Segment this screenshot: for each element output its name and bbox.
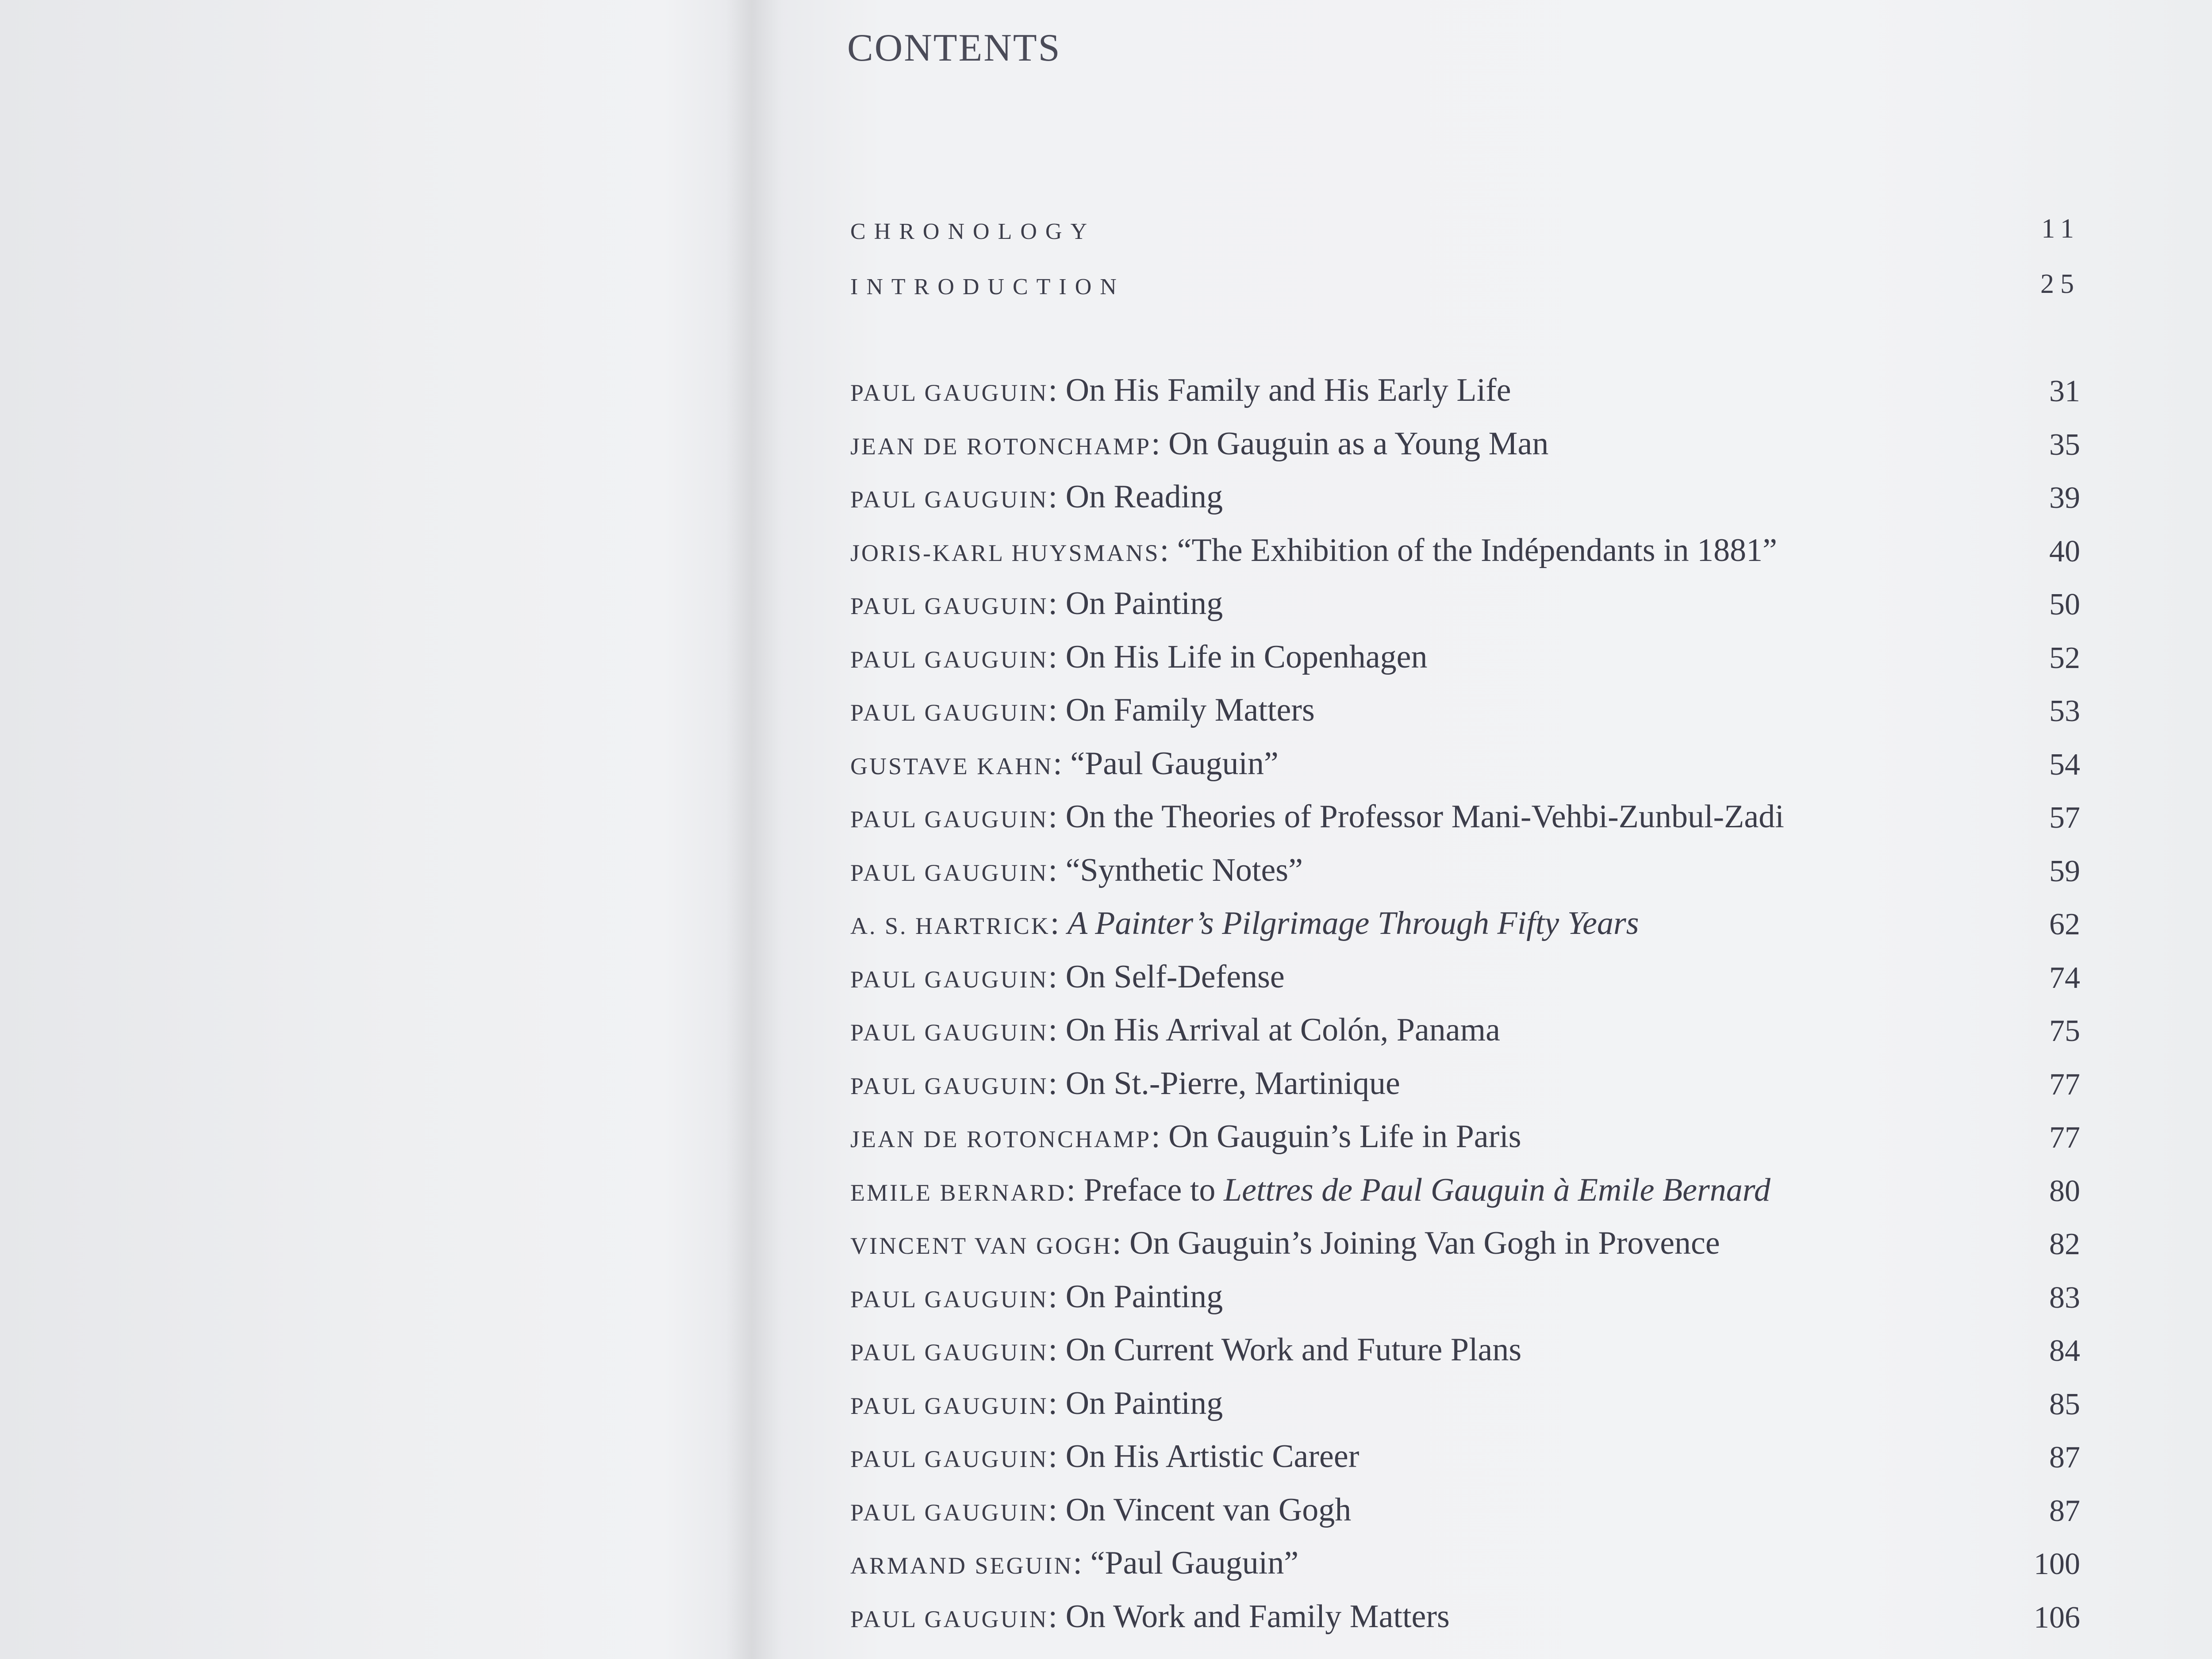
entry-separator: : xyxy=(1073,1545,1091,1581)
entry-separator: : xyxy=(1048,639,1066,675)
toc-entry-row xyxy=(850,952,2080,1001)
entry-work: “Synthetic Notes” xyxy=(1065,852,1303,888)
entry-work: A Painter’s Pilgrimage Through Fifty Years xyxy=(1067,905,1639,941)
entry-title xyxy=(850,798,1784,836)
page-number: 31 xyxy=(2049,374,2080,408)
entry-work: On Gauguin’s Life in Paris xyxy=(1168,1118,1521,1155)
entry-separator: : xyxy=(1048,799,1066,835)
entry-author: JEAN DE ROTONCHAMP xyxy=(850,1126,1152,1152)
page-number: 80 xyxy=(2049,1174,2080,1208)
page-number: 100 xyxy=(2034,1547,2080,1581)
entry-separator: : xyxy=(1048,1065,1066,1102)
entry-author: PAUL GAUGUIN xyxy=(850,646,1048,673)
toc-entry-row xyxy=(850,1539,2080,1587)
entry-work: “Paul Gauguin” xyxy=(1090,1545,1299,1581)
entry-work: On St.-Pierre, Martinique xyxy=(1065,1065,1400,1102)
entry-separator: : xyxy=(1048,1598,1066,1635)
entry-work: On His Artistic Career xyxy=(1065,1438,1359,1475)
toc-entry-row xyxy=(850,1379,2080,1428)
entry-author: PAUL GAUGUIN xyxy=(850,1073,1048,1099)
entry-title xyxy=(850,745,1279,783)
entry-author: PAUL GAUGUIN xyxy=(850,966,1048,993)
page-number: 52 xyxy=(2049,641,2080,675)
toc-entry-row xyxy=(850,1592,2080,1641)
entry-author: PAUL GAUGUIN xyxy=(850,1393,1048,1419)
entry-title xyxy=(850,1065,1400,1102)
toc-entry-row xyxy=(850,472,2080,521)
entry-author: EMILE BERNARD xyxy=(850,1179,1067,1206)
page-number: 77 xyxy=(2049,1121,2080,1155)
page-number: 59 xyxy=(2049,854,2080,888)
entry-work: “Paul Gauguin” xyxy=(1070,745,1279,782)
entry-work: On Painting xyxy=(1065,1279,1223,1315)
entry-work: On Work and Family Matters xyxy=(1065,1598,1450,1635)
entry-title xyxy=(850,425,1548,463)
entry-work: On Family Matters xyxy=(1065,692,1315,728)
page-number: 50 xyxy=(2049,588,2080,622)
entry-separator: : xyxy=(1048,479,1066,515)
entry-title xyxy=(850,532,1777,569)
entry-work: On the Theories of Professor Mani-Vehbi-Zunbul-Zadi xyxy=(1065,799,1784,835)
entry-author: PAUL GAUGUIN xyxy=(850,1499,1048,1526)
entry-work: On Painting xyxy=(1065,1385,1223,1421)
page-number: 57 xyxy=(2049,801,2080,835)
toc-entry-row xyxy=(850,1059,2080,1108)
entry-title xyxy=(850,1171,1770,1209)
toc-section-row xyxy=(850,257,2080,305)
entry-title xyxy=(850,905,1639,942)
toc-entry-row xyxy=(850,686,2080,734)
toc-entry-row xyxy=(850,1219,2080,1267)
section-title: CHRONOLOGY xyxy=(850,219,1095,244)
entry-author: PAUL GAUGUIN xyxy=(850,1339,1048,1366)
entry-work: On His Life in Copenhagen xyxy=(1065,639,1428,675)
toc-entry-row xyxy=(850,1325,2080,1374)
page-number: 84 xyxy=(2049,1334,2080,1368)
toc-entry-row xyxy=(850,739,2080,788)
toc-entry-row xyxy=(850,1272,2080,1321)
contents-heading: CONTENTS xyxy=(847,27,1061,69)
entry-title xyxy=(850,585,1223,622)
entry-separator: : xyxy=(1151,426,1169,462)
entry-author: GUSTAVE KAHN xyxy=(850,753,1053,780)
toc-entry-row xyxy=(850,633,2080,681)
entry-author: PAUL GAUGUIN xyxy=(850,1286,1048,1313)
entry-author: PAUL GAUGUIN xyxy=(850,1606,1048,1632)
entry-author: PAUL GAUGUIN xyxy=(850,1019,1048,1046)
entry-title xyxy=(850,1491,1351,1529)
page-number: 39 xyxy=(2049,481,2080,515)
entry-title xyxy=(850,1331,1521,1369)
page-number: 54 xyxy=(2049,748,2080,782)
entry-separator: : xyxy=(1048,1492,1066,1528)
entry-title xyxy=(850,691,1315,729)
entry-title xyxy=(850,478,1223,516)
entry-separator: : xyxy=(1048,1332,1066,1368)
entry-author: A. S. HARTRICK xyxy=(850,913,1050,939)
entry-author: PAUL GAUGUIN xyxy=(850,593,1048,619)
toc-entry-row xyxy=(850,1006,2080,1054)
entry-author: PAUL GAUGUIN xyxy=(850,806,1048,833)
entry-title xyxy=(850,1118,1521,1156)
page-number: 53 xyxy=(2049,694,2080,728)
entry-author: JORIS-KARL HUYSMANS xyxy=(850,540,1160,566)
entry-title xyxy=(850,1598,1450,1636)
entry-separator: : xyxy=(1053,745,1071,782)
page-number: 87 xyxy=(2049,1440,2080,1475)
entry-separator: : xyxy=(1151,1118,1169,1155)
page-number: 83 xyxy=(2049,1281,2080,1315)
entry-work: On Gauguin as a Young Man xyxy=(1168,426,1549,462)
entry-separator: : xyxy=(1112,1225,1130,1261)
page-number: 74 xyxy=(2049,961,2080,995)
entry-separator: : xyxy=(1048,852,1066,888)
entry-work: On Current Work and Future Plans xyxy=(1065,1332,1522,1368)
entry-author: PAUL GAUGUIN xyxy=(850,486,1048,513)
toc-entry-row xyxy=(850,1166,2080,1214)
page-number: 106 xyxy=(2034,1601,2080,1635)
entry-separator: : xyxy=(1048,692,1066,728)
entry-work: On Vincent van Gogh xyxy=(1065,1492,1352,1528)
page-number: 75 xyxy=(2049,1014,2080,1048)
entry-work-italic: Lettres de Paul Gauguin à Emile Bernard xyxy=(1223,1172,1770,1208)
page-number: 87 xyxy=(2049,1494,2080,1528)
book-gutter xyxy=(726,0,783,1659)
page-number: 35 xyxy=(2049,428,2080,462)
entry-work: On Reading xyxy=(1065,479,1223,515)
page-number: 25 xyxy=(2040,269,2080,299)
entry-author: VINCENT VAN GOGH xyxy=(850,1233,1113,1259)
entry-work: On Painting xyxy=(1065,585,1223,622)
entry-author: ARMAND SEGUIN xyxy=(850,1552,1073,1579)
entry-separator: : xyxy=(1048,585,1066,622)
toc-entry-row xyxy=(850,579,2080,628)
toc-entry-row xyxy=(850,1112,2080,1161)
page-number: 85 xyxy=(2049,1387,2080,1421)
toc-entry-row xyxy=(850,366,2080,415)
entry-title xyxy=(850,1385,1223,1422)
entry-work: “The Exhibition of the Indépendants in 1881” xyxy=(1177,532,1777,568)
entry-title xyxy=(850,852,1303,889)
entry-work: On His Arrival at Colón, Panama xyxy=(1065,1012,1500,1048)
entry-separator: : xyxy=(1048,372,1066,408)
entry-author: PAUL GAUGUIN xyxy=(850,860,1048,886)
entry-separator: : xyxy=(1160,532,1177,568)
entry-separator: : xyxy=(1048,959,1066,995)
page-number: 82 xyxy=(2049,1227,2080,1261)
entry-title xyxy=(850,1438,1359,1475)
toc-entry-row xyxy=(850,899,2080,948)
entry-separator: : xyxy=(1048,1279,1066,1315)
page-number: 77 xyxy=(2049,1068,2080,1102)
entry-separator: : xyxy=(1066,1172,1084,1208)
toc-section-row xyxy=(850,201,2080,250)
toc-entry-row xyxy=(850,526,2080,575)
entry-title xyxy=(850,1225,1720,1262)
entry-title xyxy=(850,1011,1500,1049)
toc-entry-row xyxy=(850,792,2080,841)
entry-separator: : xyxy=(1050,905,1068,941)
entry-work: Preface to xyxy=(1083,1172,1224,1208)
entry-title xyxy=(850,958,1285,996)
toc-entry-row xyxy=(850,1486,2080,1534)
section-title: INTRODUCTION xyxy=(850,274,1125,300)
entry-work: On Self-Defense xyxy=(1065,959,1285,995)
entry-title xyxy=(850,1278,1223,1316)
toc-entry-row xyxy=(850,419,2080,468)
entry-separator: : xyxy=(1048,1385,1066,1421)
page-number: 40 xyxy=(2049,534,2080,568)
entry-author: PAUL GAUGUIN xyxy=(850,380,1048,406)
entry-work: On His Family and His Early Life xyxy=(1065,372,1511,408)
entry-title xyxy=(850,1544,1298,1582)
entry-author: PAUL GAUGUIN xyxy=(850,699,1048,726)
entry-author: JEAN DE ROTONCHAMP xyxy=(850,433,1152,460)
entry-title xyxy=(850,638,1428,676)
entry-separator: : xyxy=(1048,1012,1066,1048)
toc-entry-row xyxy=(850,846,2080,895)
entry-title xyxy=(850,372,1511,409)
toc-entry-row xyxy=(850,1432,2080,1481)
page-number: 11 xyxy=(2041,214,2080,244)
entry-work: On Gauguin’s Joining Van Gogh in Provence xyxy=(1129,1225,1720,1261)
page-number: 62 xyxy=(2049,907,2080,941)
entry-author: PAUL GAUGUIN xyxy=(850,1446,1048,1472)
entry-separator: : xyxy=(1048,1438,1066,1475)
